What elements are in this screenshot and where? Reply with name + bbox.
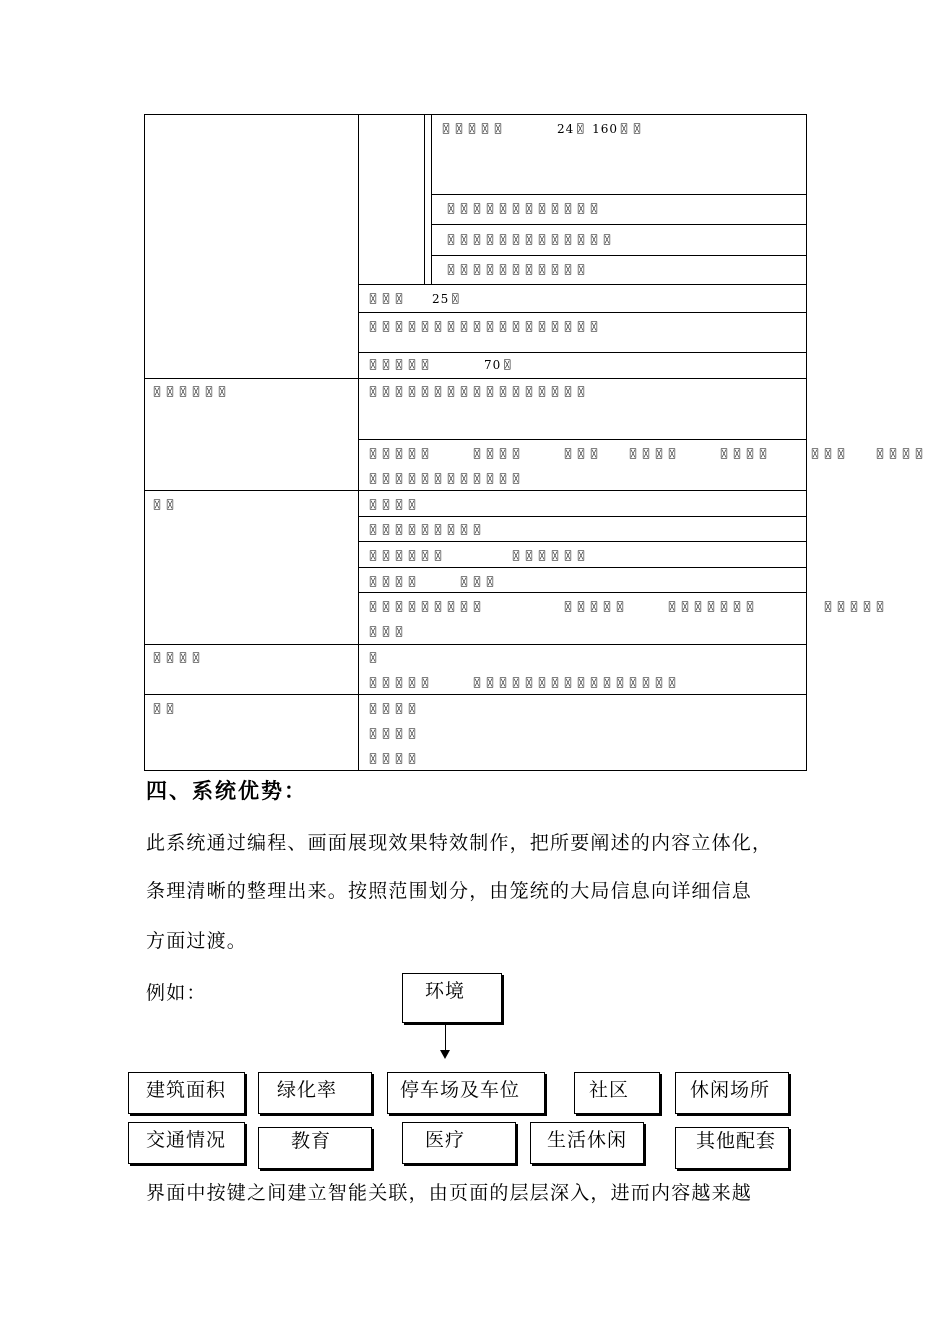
row-line [144, 490, 807, 491]
table-cell: 〿〿〿〿 [367, 702, 420, 716]
table-subcolumn-divider-1 [431, 114, 432, 284]
paragraph-line: 条理清晰的整理出来。按照范围划分，由笼统的大局信息向详细信息 [146, 880, 753, 902]
row-line [358, 592, 807, 593]
diagram-node: 绿化率 [258, 1072, 372, 1114]
diagram-root-label: 环境 [425, 980, 466, 1002]
table-cell: 〿〿〿〿〿〿 〿〿〿〿〿〿 [367, 549, 589, 563]
table-column-divider [358, 114, 359, 771]
row-line [358, 516, 807, 517]
table-cell: 〿〿〿〿〿 24〿 160〿〿 [440, 122, 644, 136]
paragraph-line: 方面过渡。 [146, 930, 248, 952]
row-line [144, 644, 807, 645]
diagram-node: 其他配套 [675, 1127, 789, 1169]
row-line [144, 378, 807, 379]
table-cell: 〿〿〿〿 〿〿〿 [367, 575, 498, 589]
table-cell: 〿〿〿〿〿〿〿〿〿〿〿 [445, 263, 589, 277]
table-cell: 〿〿〿〿〿〿〿〿〿 〿〿〿〿〿 〿〿〿〿〿〿〿 〿〿〿〿〿 [367, 600, 888, 614]
section-title: 四、系统优势： [146, 779, 307, 803]
diagram-node: 医疗 [402, 1122, 516, 1164]
diagram-node: 社区 [574, 1072, 660, 1114]
row-line [358, 312, 807, 313]
table-row-label: 〿〿〿〿〿〿 [151, 385, 230, 399]
table-subcolumn-divider-2 [424, 114, 425, 284]
table-cell: 〿〿〿〿 [367, 752, 420, 766]
paragraph-line: 此系统通过编程、画面展现效果特效制作，把所要阐述的内容立体化， [146, 832, 773, 854]
table-cell: 〿〿〿〿〿〿〿〿〿〿〿〿〿〿〿〿〿〿 [367, 320, 602, 334]
row-line [358, 284, 807, 285]
diagram-node: 休闲场所 [675, 1072, 789, 1114]
row-line [358, 439, 807, 440]
row-line [431, 194, 807, 195]
table-cell: 〿 [367, 651, 381, 665]
table-cell: 〿〿〿 25〿 [367, 292, 463, 306]
table-border-right [806, 114, 807, 771]
table-cell: 〿〿〿〿〿 〿〿〿〿〿〿〿〿〿〿〿〿〿〿〿〿 [367, 676, 680, 690]
row-line [358, 541, 807, 542]
row-line [358, 567, 807, 568]
diagram-root-box [402, 973, 502, 1023]
table-border-bottom [144, 770, 807, 771]
diagram-node: 建筑面积 [128, 1072, 245, 1114]
paragraph-line: 界面中按键之间建立智能关联，由页面的层层深入，进而内容越来越 [146, 1182, 753, 1204]
row-line [431, 255, 807, 256]
table-cell: 〿〿〿〿〿〿〿〿〿〿〿〿 [367, 472, 524, 486]
diagram-node: 教育 [258, 1127, 372, 1169]
row-line [144, 694, 807, 695]
arrow-down-icon [440, 1050, 450, 1059]
table-row-label: 〿〿 [151, 498, 178, 512]
table-cell: 〿〿〿〿〿 〿〿〿〿 〿〿〿 〿〿〿〿 〿〿〿〿 〿〿〿 〿〿〿〿 [367, 447, 927, 461]
row-line [358, 352, 807, 353]
table-border-left [144, 114, 145, 771]
table-row-label: 〿〿〿〿 [151, 651, 204, 665]
table-border-top [144, 114, 807, 115]
table-cell: 〿〿〿〿〿 70〿 [367, 358, 515, 372]
table-cell: 〿〿〿〿〿〿〿〿〿 [367, 523, 485, 537]
table-cell: 〿〿〿〿 [367, 727, 420, 741]
table-row-label: 〿〿 [151, 702, 178, 716]
diagram-node: 交通情况 [128, 1122, 245, 1164]
table-cell: 〿〿〿〿〿〿〿〿〿〿〿〿 [445, 202, 602, 216]
table-cell: 〿〿〿〿〿〿〿〿〿〿〿〿〿 [445, 233, 615, 247]
example-label: 例如： [146, 982, 207, 1004]
row-line [431, 224, 807, 225]
table-cell: 〿〿〿 [367, 625, 407, 639]
diagram-node: 生活休闲 [530, 1122, 644, 1164]
table-cell: 〿〿〿〿 [367, 498, 420, 512]
table-cell: 〿〿〿〿〿〿〿〿〿〿〿〿〿〿〿〿〿 [367, 385, 589, 399]
diagram-node: 停车场及车位 [387, 1072, 545, 1114]
